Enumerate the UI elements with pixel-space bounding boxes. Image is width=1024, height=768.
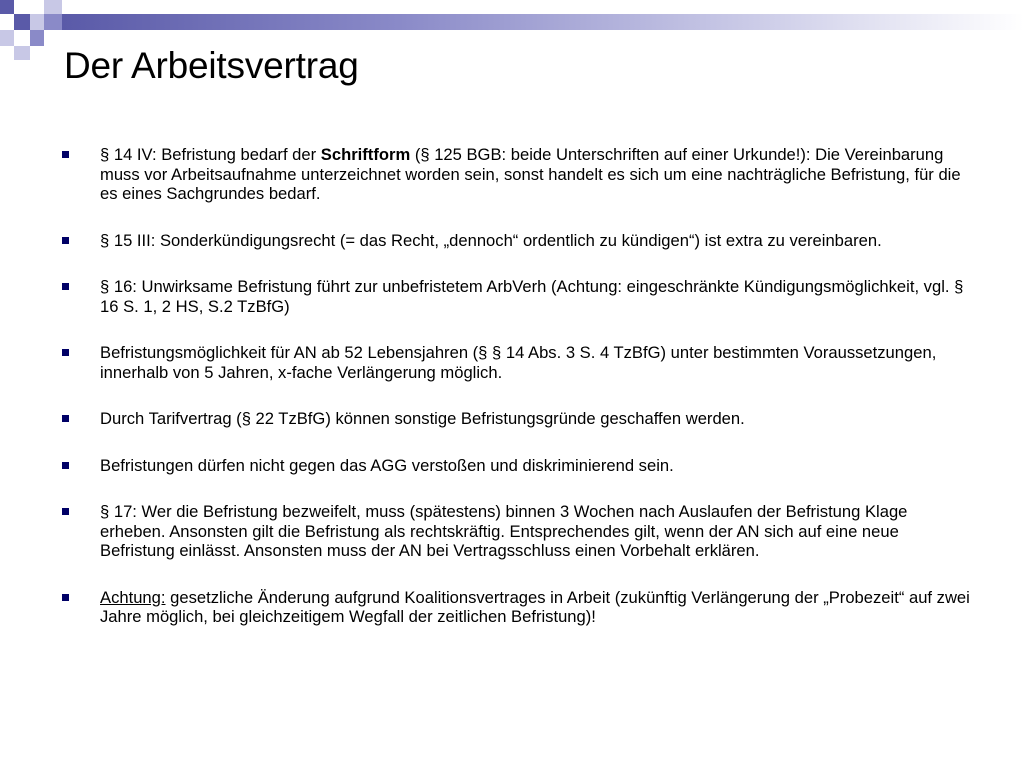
bullet-text: Befristungen dürfen nicht gegen das AGG verstoßen und diskriminierend sein. bbox=[100, 455, 674, 475]
bullet-text: § 16: Unwirksame Befristung führt zur unbefristetem ArbVerh (Achtung: eingeschränkte Kündigungsmöglichkeit, vgl. § 16 S. 1, 2 HS, S.2 TzBfG) bbox=[100, 277, 964, 316]
bullet-underlined-text: Achtung: bbox=[100, 587, 166, 607]
deco-square bbox=[0, 30, 14, 46]
square-bullet-icon bbox=[62, 415, 69, 422]
square-bullet-icon bbox=[62, 508, 69, 515]
bullet-text: Befristungsmöglichkeit für AN ab 52 Lebensjahren (§ § 14 Abs. 3 S. 4 TzBfG) unter bestimmten Voraussetzungen, innerhalb von 5 Jahren, x-fache Verlängerung möglich. bbox=[100, 343, 937, 382]
deco-square bbox=[44, 14, 62, 30]
list-item bbox=[62, 456, 974, 476]
list-item bbox=[62, 409, 974, 429]
square-bullet-icon bbox=[62, 349, 69, 356]
square-bullet-icon bbox=[62, 283, 69, 290]
list-item bbox=[62, 145, 974, 204]
bullet-text: § 17: Wer die Befristung bezweifelt, muss (spätestens) binnen 3 Wochen nach Auslaufen der Befristung Klage erheben. Ansonsten gilt die Befristung als rechtskräftig. Entsprechendes gilt, wenn der AN sich auf eine neue Befristung einlässt. Ansonsten muss der AN bei Vertragsschluss einen Vorbehalt erklären. bbox=[100, 502, 908, 560]
square-bullet-icon bbox=[62, 462, 69, 469]
deco-square bbox=[30, 30, 44, 46]
gradient-bar bbox=[62, 14, 1024, 30]
deco-square bbox=[30, 14, 44, 30]
bullet-bold-text: Schriftform bbox=[320, 145, 411, 164]
list-item bbox=[62, 277, 974, 316]
list-item bbox=[62, 231, 974, 251]
square-bullet-icon bbox=[62, 594, 69, 601]
square-bullet-icon bbox=[62, 237, 69, 244]
deco-square bbox=[0, 0, 14, 14]
deco-square bbox=[44, 0, 62, 14]
deco-square bbox=[14, 14, 30, 30]
list-item bbox=[62, 502, 974, 561]
deco-square bbox=[14, 0, 30, 14]
slide-title: Der Arbeitsvertrag bbox=[64, 45, 359, 86]
bullet-text: § 15 III: Sonderkündigungsrecht (= das Recht, „dennoch“ ordentlich zu kündigen“) ist extra zu vereinbaren. bbox=[100, 230, 882, 250]
list-item bbox=[62, 588, 974, 627]
bullet-list bbox=[62, 145, 974, 654]
list-item bbox=[62, 343, 974, 382]
deco-square bbox=[14, 46, 30, 60]
bullet-text: (§ 125 BGB: beide Unterschriften auf einer Urkunde!): Die Vereinbarung muss vor Arbeitsaufnahme unterzeichnet worden sein, sonst handelt es sich um eine nachträgliche Befristung, für die es eines Sachgrundes bedarf. bbox=[100, 145, 961, 203]
bullet-text: § 14 IV: Befristung bedarf der bbox=[100, 145, 321, 164]
square-bullet-icon bbox=[62, 151, 69, 158]
bullet-text: Durch Tarifvertrag (§ 22 TzBfG) können sonstige Befristungsgründe geschaffen werden. bbox=[100, 409, 745, 428]
bullet-text: gesetzliche Änderung aufgrund Koalitionsvertrages in Arbeit (zukünftig Verlängerung der „Probezeit“ auf zwei Jahre möglich, bei gleichzeitigem Wegfall der zeitlichen Befristung)! bbox=[100, 587, 970, 626]
